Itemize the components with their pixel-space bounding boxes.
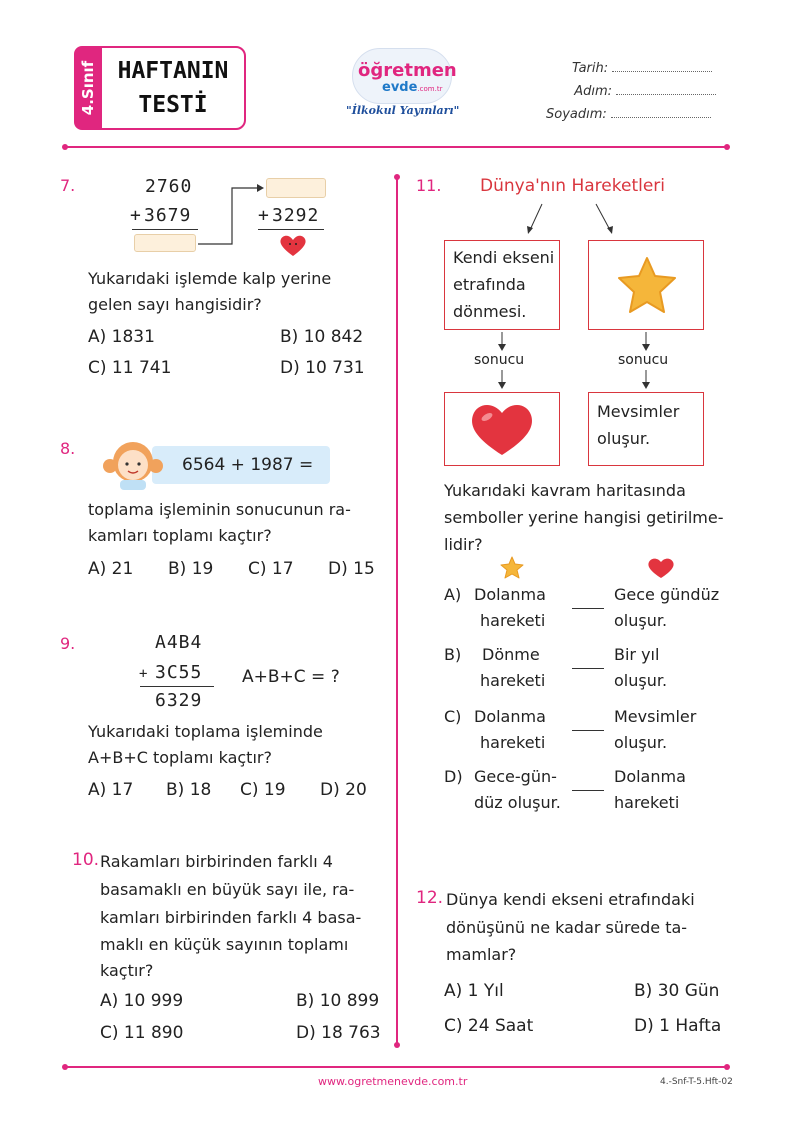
test-title-box (100, 46, 246, 130)
q11-option-d-right-2: hareketi (614, 793, 680, 812)
q9-row3: 6329 (155, 690, 203, 711)
q12-text-1: Dünya kendi ekseni etrafındaki (446, 890, 695, 909)
q9-number: 9. (60, 634, 76, 653)
q11-box-rotation-line1: Kendi ekseni (453, 248, 555, 267)
logo-sub-word: evde (382, 80, 418, 95)
q7-option-b[interactable]: B) 10 842 (280, 327, 364, 347)
q9-plus: + (139, 666, 149, 682)
star-icon (499, 556, 525, 580)
q12-number: 12. (416, 888, 444, 908)
q11-option-d-left-1: Gece-gün- (474, 767, 557, 786)
q7-add1-bottom: 3679 (144, 205, 192, 226)
q10-text-2: basamaklı en büyük sayı ile, ra- (100, 880, 355, 899)
q9-row1: A4B4 (155, 632, 203, 653)
q7-text-1: Yukarıdaki işlemde kalp yerine (88, 269, 332, 288)
q10-number: 10. (72, 850, 100, 870)
surname-field (546, 107, 711, 122)
q11-option-a-right-1: Gece gündüz (614, 585, 720, 604)
q11-option-b-dash (572, 668, 604, 669)
q11-text-1: Yukarıdaki kavram haritasında (444, 481, 686, 500)
date-dots (612, 71, 712, 72)
q10-option-d[interactable]: D) 18 763 (296, 1023, 381, 1043)
q11-result-label-right: sonucu (618, 352, 669, 368)
q12-option-c[interactable]: C) 24 Saat (444, 1016, 534, 1036)
q8-option-a[interactable]: A) 21 (88, 559, 134, 579)
q10-text-4: maklı en küçük sayının toplamı (100, 935, 349, 954)
date-field (572, 61, 712, 76)
grade-label: 4.Sınıf (79, 60, 97, 116)
q11-option-d-dash (572, 790, 604, 791)
q11-option-b-left-2: hareketi (480, 671, 546, 690)
q8-expression: 6564 + 1987 = (182, 455, 314, 475)
heart-icon (467, 399, 537, 459)
q11-text-2: semboller yerine hangisi getirilme- (444, 508, 724, 527)
q8-option-d[interactable]: D) 15 (328, 559, 375, 579)
q11-arrow-left-2 (496, 370, 508, 390)
q9-text-2: A+B+C toplamı kaçtır? (88, 748, 272, 767)
q12-option-b[interactable]: B) 30 Gün (634, 981, 720, 1001)
logo-domain: .com.tr (417, 85, 443, 93)
q11-option-a-right-2: oluşur. (614, 611, 668, 630)
q7-option-d[interactable]: D) 10 731 (280, 358, 365, 378)
q11-option-b-letter: B) (444, 645, 462, 664)
title-line-2: TESTİ (138, 92, 208, 118)
q11-option-d-right-1: Dolanma (614, 767, 686, 786)
q11-box-seasons (588, 392, 704, 466)
q8-option-c[interactable]: C) 17 (248, 559, 294, 579)
q11-option-b-right-1: Bir yıl (614, 645, 660, 664)
q11-text-3: lidir? (444, 535, 483, 554)
q7-add1-result-box (134, 234, 196, 252)
q7-option-c[interactable]: C) 11 741 (88, 358, 172, 378)
name-label: Adım: (574, 84, 612, 99)
surname-dots (611, 117, 711, 118)
q10-option-c[interactable]: C) 11 890 (100, 1023, 184, 1043)
q10-text-3: kamları birbirinden farklı 4 basa- (100, 908, 362, 927)
q8-text-2: kamları toplamı kaçtır? (88, 526, 272, 545)
heart-icon (646, 556, 676, 580)
q11-box-star (588, 240, 704, 330)
q8-number: 8. (60, 439, 76, 458)
q9-row2: 3C55 (155, 662, 203, 683)
q7-add2-plus: + (258, 205, 270, 226)
q9-sum-line (140, 686, 214, 687)
q7-number: 7. (60, 176, 76, 195)
surname-label: Soyadım: (546, 107, 607, 122)
q12-text-2: dönüşünü ne kadar sürede ta- (446, 918, 688, 937)
q8-text-1: toplama işleminin sonucunun ra- (88, 500, 351, 519)
q11-box-heart (444, 392, 560, 466)
q7-add1-top: 2760 (145, 176, 193, 197)
q11-option-a-dash (572, 608, 604, 609)
q11-option-b-left-1: Dönme (482, 645, 540, 664)
q11-box-rotation-line2: etrafında (453, 275, 526, 294)
q12-text-3: mamlar? (446, 945, 517, 964)
q7-add2-bottom: 3292 (272, 205, 320, 226)
star-icon (615, 255, 679, 315)
q7-add2-line (258, 229, 324, 230)
q11-arrow-right-2 (640, 370, 652, 390)
footer-code: 4.-Snf-T-5.Hft-02 (660, 1077, 733, 1087)
header-divider (64, 146, 728, 148)
q9-option-a[interactable]: A) 17 (88, 780, 134, 800)
q7-add2-top-box (266, 178, 326, 198)
girl-avatar (102, 436, 164, 492)
q11-option-a-left-1: Dolanma (474, 585, 546, 604)
q11-option-a-letter: A) (444, 585, 462, 604)
q10-option-a[interactable]: A) 10 999 (100, 991, 184, 1011)
q11-arrow-left-1 (496, 332, 508, 352)
logo-sub-text (382, 80, 442, 95)
q9-question: A+B+C = ? (242, 667, 340, 687)
q10-text-5: kaçtır? (100, 961, 154, 980)
q10-option-b[interactable]: B) 10 899 (296, 991, 380, 1011)
logo-main-text: öğretmen (358, 60, 457, 81)
q11-box-seasons-line1: Mevsimler (597, 402, 680, 421)
q11-option-c-left-1: Dolanma (474, 707, 546, 726)
q11-box-seasons-line2: oluşur. (597, 429, 651, 448)
name-dots (616, 94, 716, 95)
q11-option-d-letter: D) (444, 767, 463, 786)
q11-title-arrows (518, 200, 628, 238)
logo-tagline: "İlkokul Yayınları" (346, 104, 460, 117)
q12-option-d[interactable]: D) 1 Hafta (634, 1016, 722, 1036)
footer-website-link[interactable]: www.ogretmenevde.com.tr (318, 1075, 468, 1088)
q9-text-1: Yukarıdaki toplama işleminde (88, 722, 323, 741)
heart-icon (278, 232, 308, 258)
q11-box-rotation (444, 240, 560, 330)
q11-number: 11. (416, 176, 442, 195)
q11-map-title: Dünya'nın Hareketleri (480, 176, 665, 196)
q9-option-b[interactable]: B) 18 (166, 780, 212, 800)
q11-option-c-dash (572, 730, 604, 731)
q9-option-d[interactable]: D) 20 (320, 780, 367, 800)
q11-box-rotation-line3: dönmesi. (453, 302, 527, 321)
grade-tab (74, 46, 102, 130)
column-divider (396, 176, 398, 1046)
q11-result-label-left: sonucu (474, 352, 525, 368)
q11-option-c-right-2: oluşur. (614, 733, 668, 752)
q12-option-a[interactable]: A) 1 Yıl (444, 981, 504, 1001)
q7-option-a[interactable]: A) 1831 (88, 327, 155, 347)
q11-option-c-right-1: Mevsimler (614, 707, 697, 726)
q7-add1-line (132, 229, 198, 230)
q11-arrow-right-1 (640, 332, 652, 352)
q7-add1-plus: + (130, 205, 142, 226)
footer-divider (64, 1066, 728, 1068)
q11-option-a-left-2: hareketi (480, 611, 546, 630)
q11-option-c-left-2: hareketi (480, 733, 546, 752)
name-field (572, 84, 716, 99)
q11-option-c-letter: C) (444, 707, 462, 726)
q7-text-2: gelen sayı hangisidir? (88, 295, 262, 314)
title-line-1: HAFTANIN (117, 58, 229, 84)
q9-option-c[interactable]: C) 19 (240, 780, 286, 800)
q11-option-b-right-2: oluşur. (614, 671, 668, 690)
q11-option-d-left-2: düz oluşur. (474, 793, 561, 812)
q8-option-b[interactable]: B) 19 (168, 559, 214, 579)
date-label: Tarih: (572, 61, 609, 76)
q10-text-1: Rakamları birbirinden farklı 4 (100, 852, 333, 871)
